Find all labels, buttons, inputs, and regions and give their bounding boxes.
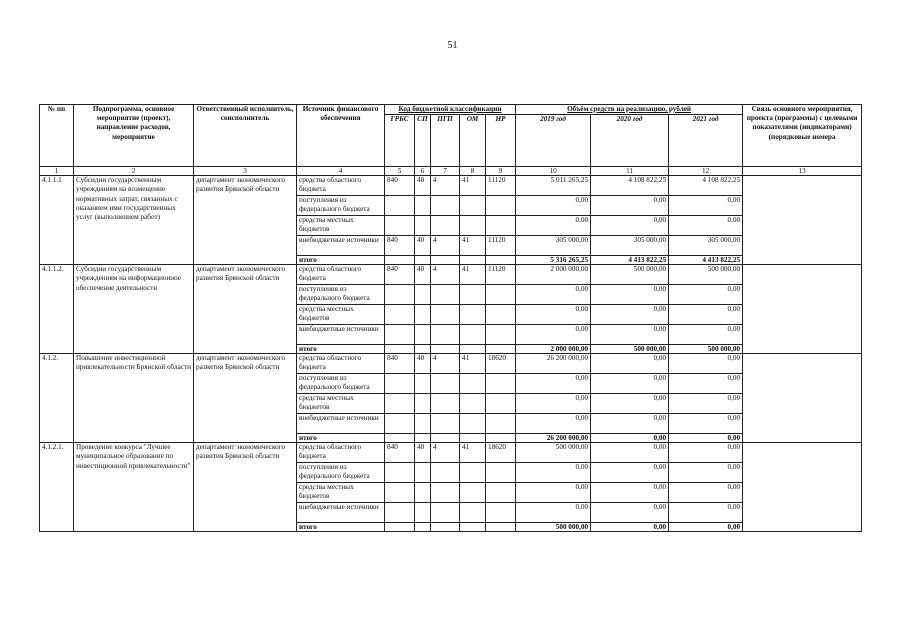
source-label: внебюджетные источники [297,236,385,256]
column-number: 12 [669,167,743,176]
amount-2021: 0,00 [669,394,743,414]
measure-name: Проведение конкурса "Лучшее муниципальное образование по инвестиционной привлекательности" [74,443,194,532]
total-2021: 0,00 [669,523,743,532]
column-number: 2 [74,167,194,176]
header-budget-code: Код бюджетной классификации [385,105,516,115]
column-number: 5 [385,167,415,176]
header-volume: Объём средств на реализацию, рублей [516,105,743,115]
amount-2021: 305 000,00 [669,236,743,256]
amount-2020: 0,00 [591,414,669,434]
column-number: 9 [486,167,516,176]
amount-2019: 0,00 [516,216,591,236]
amount-2019: 0,00 [516,196,591,216]
measure-name: Субсидии государственным учреждениям на возмещение нормативных затрат, связанных с оказанием ими государственных услуг (выполнением работ) [74,176,194,265]
total-label: итого [297,434,385,443]
amount-2020: 305 000,00 [591,236,669,256]
total-2020: 0,00 [591,434,669,443]
code-grbs: 840 [385,176,415,196]
page-number: 51 [447,40,458,51]
measure-group [40,354,862,443]
amount-2019: 0,00 [516,463,591,483]
header-om: ОМ [460,115,486,167]
amount-2020: 0,00 [591,216,669,236]
amount-2020: 0,00 [591,483,669,503]
total-2021: 4 413 822,25 [669,256,743,265]
source-label: средства областного бюджета [297,265,385,285]
amount-2021: 500 000,00 [669,265,743,285]
source-label: внебюджетные источники [297,503,385,523]
source-label: средства местных бюджетов [297,305,385,325]
header-source: Источник финансового обеспечения [297,105,385,167]
source-label: поступления из федерального бюджета [297,463,385,483]
column-number: 6 [415,167,431,176]
source-label: поступления из федерального бюджета [297,374,385,394]
total-2020: 500 000,00 [591,345,669,354]
code-pgp: 4 [431,236,460,256]
code-om: 41 [460,265,486,285]
total-2021: 0,00 [669,434,743,443]
amount-2020: 500 000,00 [591,265,669,285]
header-executor: Ответственный исполнитель, соисполнитель [194,105,297,167]
amount-2019: 0,00 [516,414,591,434]
code-nr: 11120 [486,176,516,196]
header-2021: 2021 год [669,115,743,167]
source-row-regional [40,443,862,463]
measure-executor: департамент экономического развития Брянской области [194,354,297,443]
code-om: 41 [460,236,486,256]
code-nr: 11120 [486,265,516,285]
measure-number: 4.1.1.1 [40,176,74,265]
amount-2021: 0,00 [669,443,743,463]
code-sp: 40 [415,265,431,285]
total-2021: 500 000,00 [669,345,743,354]
code-nr: 18620 [486,354,516,374]
code-nr: 18620 [486,443,516,463]
amount-2019: 305 000,00 [516,236,591,256]
amount-2019: 500 000,00 [516,443,591,463]
amount-2020: 0,00 [591,443,669,463]
column-number: 7 [431,167,460,176]
amount-2021: 4 108 822,25 [669,176,743,196]
code-pgp: 4 [431,443,460,463]
code-grbs: 840 [385,443,415,463]
source-label: внебюджетные источники [297,325,385,345]
measure-number: 4.1.2. [40,354,74,443]
amount-2021: 0,00 [669,483,743,503]
amount-2019: 0,00 [516,325,591,345]
indicator-link [743,265,862,354]
code-grbs: 840 [385,354,415,374]
measure-group [40,176,862,265]
source-label: средства местных бюджетов [297,394,385,414]
source-label: поступления из федерального бюджета [297,196,385,216]
column-number-row [40,167,862,176]
amount-2020: 0,00 [591,394,669,414]
header-num: № пп [40,105,74,167]
source-label: средства областного бюджета [297,176,385,196]
amount-2021: 0,00 [669,354,743,374]
header-sp: СП [415,115,431,167]
amount-2019: 0,00 [516,503,591,523]
code-sp: 40 [415,236,431,256]
source-label: средства местных бюджетов [297,483,385,503]
amount-2021: 0,00 [669,285,743,305]
header-2019: 2019 год [516,115,591,167]
code-nr: 11120 [486,236,516,256]
code-om: 41 [460,354,486,374]
code-om: 41 [460,443,486,463]
code-sp: 40 [415,354,431,374]
source-label: средства местных бюджетов [297,216,385,236]
header-2020: 2020 год [591,115,669,167]
source-label: средства областного бюджета [297,354,385,374]
measure-name: Повышение инвестиционной привлекательности Брянской области [74,354,194,443]
measure-number: 4.1.2.1. [40,443,74,532]
amount-2020: 0,00 [591,325,669,345]
code-grbs: 840 [385,236,415,256]
total-2020: 0,00 [591,523,669,532]
amount-2019: 0,00 [516,394,591,414]
amount-2020: 0,00 [591,374,669,394]
source-label: средства областного бюджета [297,443,385,463]
measure-number: 4.1.1.2. [40,265,74,354]
column-number: 13 [743,167,862,176]
total-label: итого [297,523,385,532]
total-2019: 5 316 265,25 [516,256,591,265]
total-2019: 26 200 000,00 [516,434,591,443]
amount-2020: 0,00 [591,354,669,374]
source-label: поступления из федерального бюджета [297,285,385,305]
indicator-link [743,354,862,443]
measure-executor: департамент экономического развития Брянской области [194,176,297,265]
total-2019: 500 000,00 [516,523,591,532]
amount-2020: 0,00 [591,503,669,523]
amount-2020: 4 108 822,25 [591,176,669,196]
code-pgp: 4 [431,354,460,374]
amount-2020: 0,00 [591,463,669,483]
source-row-regional [40,354,862,374]
amount-2021: 0,00 [669,503,743,523]
header-nr: НР [486,115,516,167]
indicator-link [743,443,862,532]
measure-executor: департамент экономического развития Брянской области [194,265,297,354]
amount-2020: 0,00 [591,196,669,216]
column-number: 11 [591,167,669,176]
indicator-link [743,176,862,265]
header-link: Связь основного мероприятия, проекта (программы) с целевыми показателями (индикаторами) (порядковые номера [743,105,862,167]
amount-2019: 0,00 [516,483,591,503]
source-row-regional [40,265,862,285]
header-row [40,105,862,115]
amount-2021: 0,00 [669,374,743,394]
code-grbs: 840 [385,265,415,285]
header-grbs: ГРБС [385,115,415,167]
amount-2019: 2 000 000,00 [516,265,591,285]
amount-2021: 0,00 [669,463,743,483]
total-label: итого [297,256,385,265]
total-2020: 4 413 822,25 [591,256,669,265]
column-number: 8 [460,167,486,176]
amount-2021: 0,00 [669,414,743,434]
measure-name: Субсидии государственным учреждениям на информационное обеспечение деятельности [74,265,194,354]
amount-2019: 0,00 [516,285,591,305]
measure-executor: департамент экономического развития Брянской области [194,443,297,532]
total-label: итого [297,345,385,354]
column-number: 3 [194,167,297,176]
code-om: 41 [460,176,486,196]
amount-2020: 0,00 [591,285,669,305]
amount-2019: 0,00 [516,374,591,394]
measure-group [40,265,862,354]
column-number: 10 [516,167,591,176]
header-pgp: ПГП [431,115,460,167]
amount-2021: 0,00 [669,216,743,236]
code-pgp: 4 [431,265,460,285]
budget-table [39,104,862,532]
amount-2019: 26 200 000,00 [516,354,591,374]
column-number: 4 [297,167,385,176]
amount-2021: 0,00 [669,325,743,345]
header-program: Подпрограмма, основное мероприятие (проект), направление расходов, мероприятие [74,105,194,167]
source-label: внебюджетные источники [297,414,385,434]
code-pgp: 4 [431,176,460,196]
amount-2020: 0,00 [591,305,669,325]
code-sp: 40 [415,443,431,463]
measure-group [40,443,862,532]
amount-2021: 0,00 [669,196,743,216]
amount-2019: 5 011 265,25 [516,176,591,196]
column-number: 1 [40,167,74,176]
amount-2019: 0,00 [516,305,591,325]
amount-2021: 0,00 [669,305,743,325]
total-2019: 2 000 000,00 [516,345,591,354]
source-row-regional [40,176,862,196]
code-sp: 40 [415,176,431,196]
